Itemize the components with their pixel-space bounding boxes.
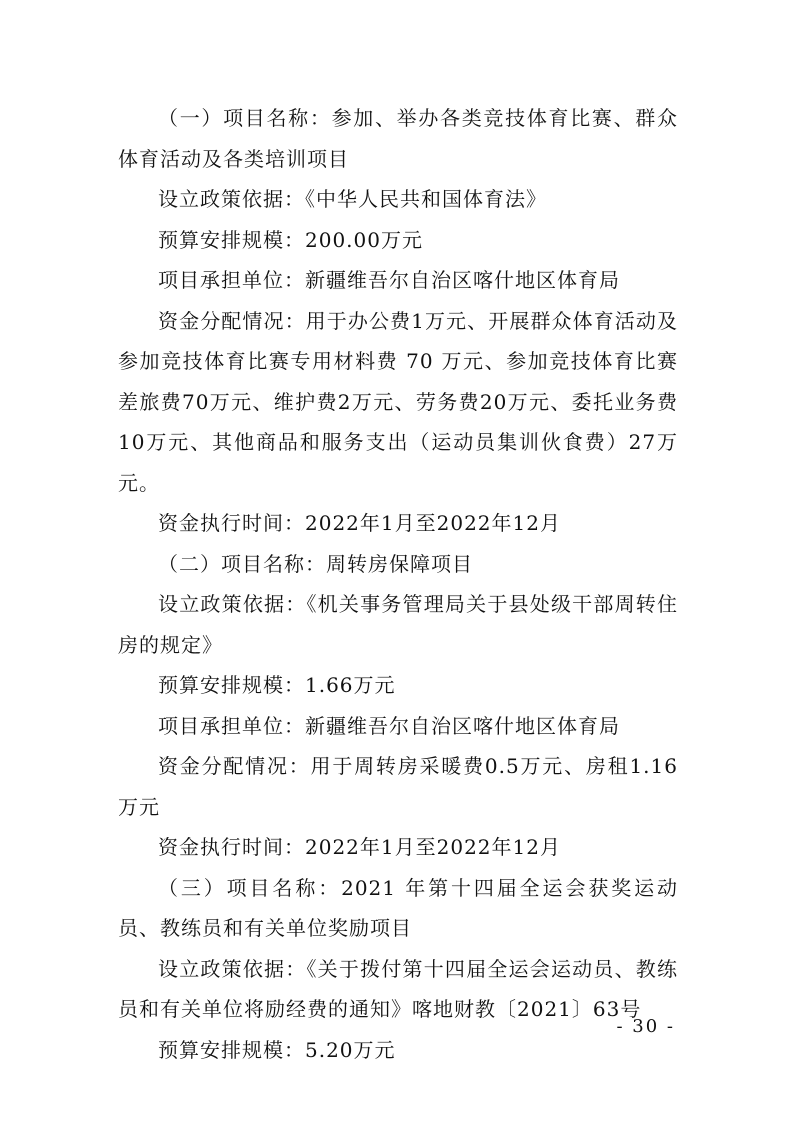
paragraph-project-1-name: （一）项目名称：参加、举办各类竞技体育比赛、群众体育活动及各类培训项目 [118,106,678,171]
page-number: - 30 - [616,1016,675,1037]
paragraph-project-3-name: （三）项目名称：2021 年第十四届全运会获奖运动员、教练员和有关单位奖励项目 [118,875,678,940]
paragraph-project-1-unit: 项目承担单位：新疆维吾尔自治区喀什地区体育局 [158,268,620,292]
paragraph-project-2-period: 资金执行时间：2022年1月至2022年12月 [158,835,561,859]
paragraph-project-1-allocation: 资金分配情况：用于办公费1万元、开展群众体育活动及参加竞技体育比赛专用材料费 70 万元、参加竞技体育比赛差旅费70万元、维护费2万元、劳务费20万元、委托业务费10万元、其他商品和服务支出（运动员集训伙食费）27万元。 [118,308,678,495]
paragraph-project-2-budget: 预算安排规模：1.66万元 [158,673,396,697]
body-text [118,98,678,1070]
paragraph-project-1-policy: 设立政策依据：《中华人民共和国体育法》 [158,187,547,211]
paragraph-project-3-budget: 预算安排规模：5.20万元 [158,1037,396,1062]
paragraph-project-2-policy: 设立政策依据：《机关事务管理局关于县处级干部周转住房的规定》 [118,592,678,657]
paragraph-project-1-budget: 预算安排规模：200.00万元 [158,227,423,252]
paragraph-project-2-unit: 项目承担单位：新疆维吾尔自治区喀什地区体育局 [158,713,620,738]
paragraph-project-3-policy: 设立政策依据：《关于拨付第十四届全运会运动员、教练员和有关单位将励经费的通知》喀地财教〔2021〕63号 [118,956,678,1021]
paragraph-project-2-allocation: 资金分配情况：用于周转房采暖费0.5万元、房租1.16万元 [118,754,678,819]
paragraph-project-1-period: 资金执行时间：2022年1月至2022年12月 [158,511,561,535]
paragraph-project-2-name: （二）项目名称：周转房保障项目 [158,551,473,576]
